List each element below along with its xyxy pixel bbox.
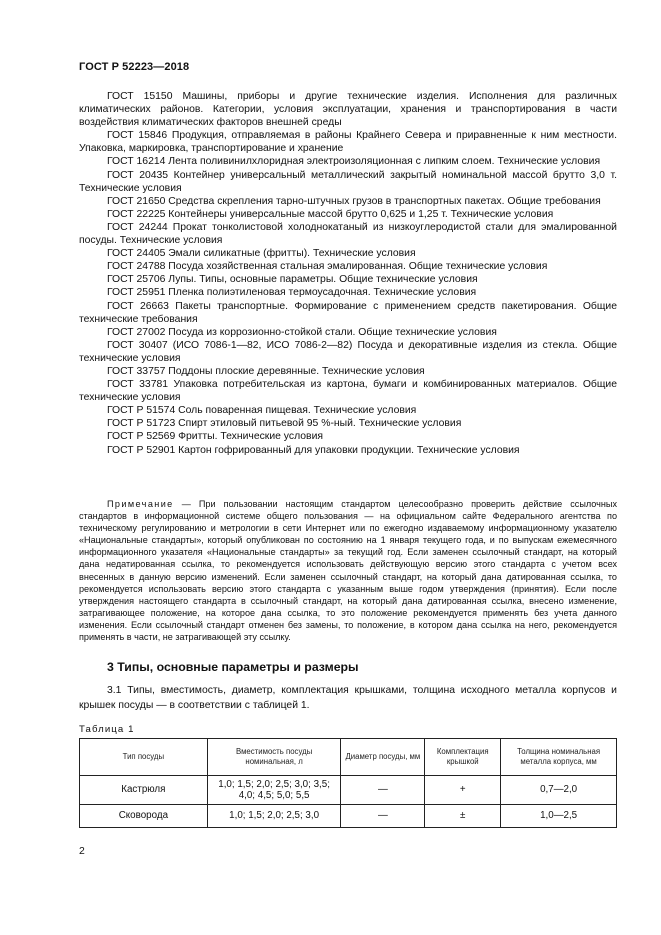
reference-gost-r-51574: ГОСТ Р 51574 Соль поваренная пищевая. Технические условия [107, 405, 417, 417]
reference-gost-25951: ГОСТ 25951 Пленка полиэтиленовая термоусадочная. Технические условия [107, 287, 477, 299]
header-type: Тип посуды [80, 739, 208, 776]
cell-capacity: 1,0; 1,5; 2,0; 2,5; 3,0 [207, 805, 341, 828]
cell-diameter: — [341, 805, 425, 828]
table-row [80, 776, 617, 805]
cell-diameter: — [341, 776, 425, 805]
reference-gost-22225: ГОСТ 22225 Контейнеры универсальные массой брутто 0,625 и 1,25 т. Технические условия [107, 208, 554, 220]
reference-gost-15846: ГОСТ 15846 Продукция, отправляемая в районы Крайнего Севера и приравненные к ним местности. Упаковка, маркировка, транспортирование и хранение [79, 130, 617, 155]
reference-gost-30407: ГОСТ 30407 (ИСО 7086-1—82, ИСО 7086-2—82) Посуда и декоративные изделия из стекла. Общие технические условия [79, 339, 617, 364]
cookware-table [79, 738, 617, 828]
reference-gost-16214: ГОСТ 16214 Лента поливинилхлоридная электроизоляционная с липким слоем. Технические условия [107, 156, 601, 168]
cell-type: Кастрюля [80, 776, 208, 805]
page-number: 2 [79, 846, 85, 857]
note-label: Примечание [107, 499, 174, 509]
cell-capacity: 1,0; 1,5; 2,0; 2,5; 3,0; 3,5; 4,0; 4,5; 5,0; 5,5 [207, 776, 341, 805]
reference-gost-25706: ГОСТ 25706 Лупы. Типы, основные параметры. Общие технические условия [107, 274, 478, 286]
header-diameter: Диаметр посуды, мм [341, 739, 425, 776]
reference-gost-r-52569: ГОСТ Р 52569 Фритты. Технические условия [107, 431, 323, 443]
table-row [80, 805, 617, 828]
reference-gost-24405: ГОСТ 24405 Эмали силикатные (фритты). Технические условия [107, 248, 416, 260]
cell-lid: ± [425, 805, 501, 828]
header-lid: Комплектация крышкой [425, 739, 501, 776]
header-thickness: Толщина номинальная металла корпуса, мм [501, 739, 617, 776]
note-paragraph [79, 498, 617, 643]
reference-gost-15150: ГОСТ 15150 Машины, приборы и другие технические изделия. Исполнения для различных климатических районов. Категории, условия эксплуатации, хранения и транспортирования в части воздействия климатических факторов внешней среды [79, 91, 617, 129]
cell-thickness: 1,0—2,5 [501, 805, 617, 828]
section-title: 3 Типы, основные параметры и размеры [107, 660, 359, 674]
cell-type: Сковорода [80, 805, 208, 828]
table-header-row [80, 739, 617, 776]
note-text: — При пользовании настоящим стандартом целесообразно проверить действие ссылочных стандартов в информационной системе общего пользования — на официальном сайте Федерального агентства по техническому регулированию и метрологии в сети Интернет или по ежегодно издаваемому информационному указателю «Национальные стандарты», который опубликован по состоянию на 1 января текущего года, и по выпускам ежемесячного информационного указателя «Национальные стандарты» за текущий год. Если заменен ссылочный стандарт, на который дана недатированная ссылка, то рекомендуется использовать действующую версию этого стандарта с учетом всех внесенных в данную версию изменений. Если заменен ссылочный стандарт, на который дана датированная ссылка, то рекомендуется использовать версию этого стандарта с указанным выше годом утверждения (принятия). Если после утверждения настоящего стандарта в ссылочный стандарт, на который дана датированная ссылка, внесено изменение, затрагивающее положение, на которое дана ссылка, то это положение рекомендуется применять без учета данного изменения. Если ссылочный стандарт отменен без замены, то положение, в котором дана ссылка на него, рекомендуется применять в части, не затрагивающей эту ссылку. [79, 499, 617, 643]
cell-lid: + [425, 776, 501, 805]
document-header: ГОСТ Р 52223—2018 [79, 61, 190, 73]
section-paragraph: 3.1 Типы, вместимость, диаметр, комплектация крышками, толщина исходного металла корпусов и крышек посуды — в соответствии с таблицей 1. [79, 685, 617, 711]
table-caption: Таблица 1 [79, 724, 135, 735]
reference-gost-21650: ГОСТ 21650 Средства скрепления тарно-штучных грузов в транспортных пакетах. Общие требования [107, 195, 601, 207]
reference-gost-r-51723: ГОСТ Р 51723 Спирт этиловый питьевой 95 %-ный. Технические условия [107, 418, 462, 430]
reference-gost-20435: ГОСТ 20435 Контейнер универсальный металлический закрытый номинальной массой брутто 3,0 т. Технические условия [79, 169, 617, 194]
reference-gost-24788: ГОСТ 24788 Посуда хозяйственная стальная эмалированная. Общие технические условия [107, 261, 548, 273]
reference-gost-26663: ГОСТ 26663 Пакеты транспортные. Формирование с применением средств пакетирования. Общие технические требования [79, 300, 617, 325]
header-capacity: Вместимость посуды номинальная, л [207, 739, 341, 776]
reference-gost-27002: ГОСТ 27002 Посуда из коррозионно-стойкой стали. Общие технические условия [107, 326, 497, 338]
reference-gost-r-52901: ГОСТ Р 52901 Картон гофрированный для упаковки продукции. Технические условия [107, 444, 520, 456]
reference-gost-33757: ГОСТ 33757 Поддоны плоские деревянные. Технические условия [107, 365, 425, 377]
cell-thickness: 0,7—2,0 [501, 776, 617, 805]
reference-gost-24244: ГОСТ 24244 Прокат тонколистовой холоднокатаный из низкоуглеродистой стали для эмалированной посуды. Технические условия [79, 221, 617, 247]
normative-references-list [79, 90, 617, 457]
reference-gost-33781: ГОСТ 33781 Упаковка потребительская из картона, бумаги и комбинированных материалов. Общие технические условия [79, 379, 617, 404]
